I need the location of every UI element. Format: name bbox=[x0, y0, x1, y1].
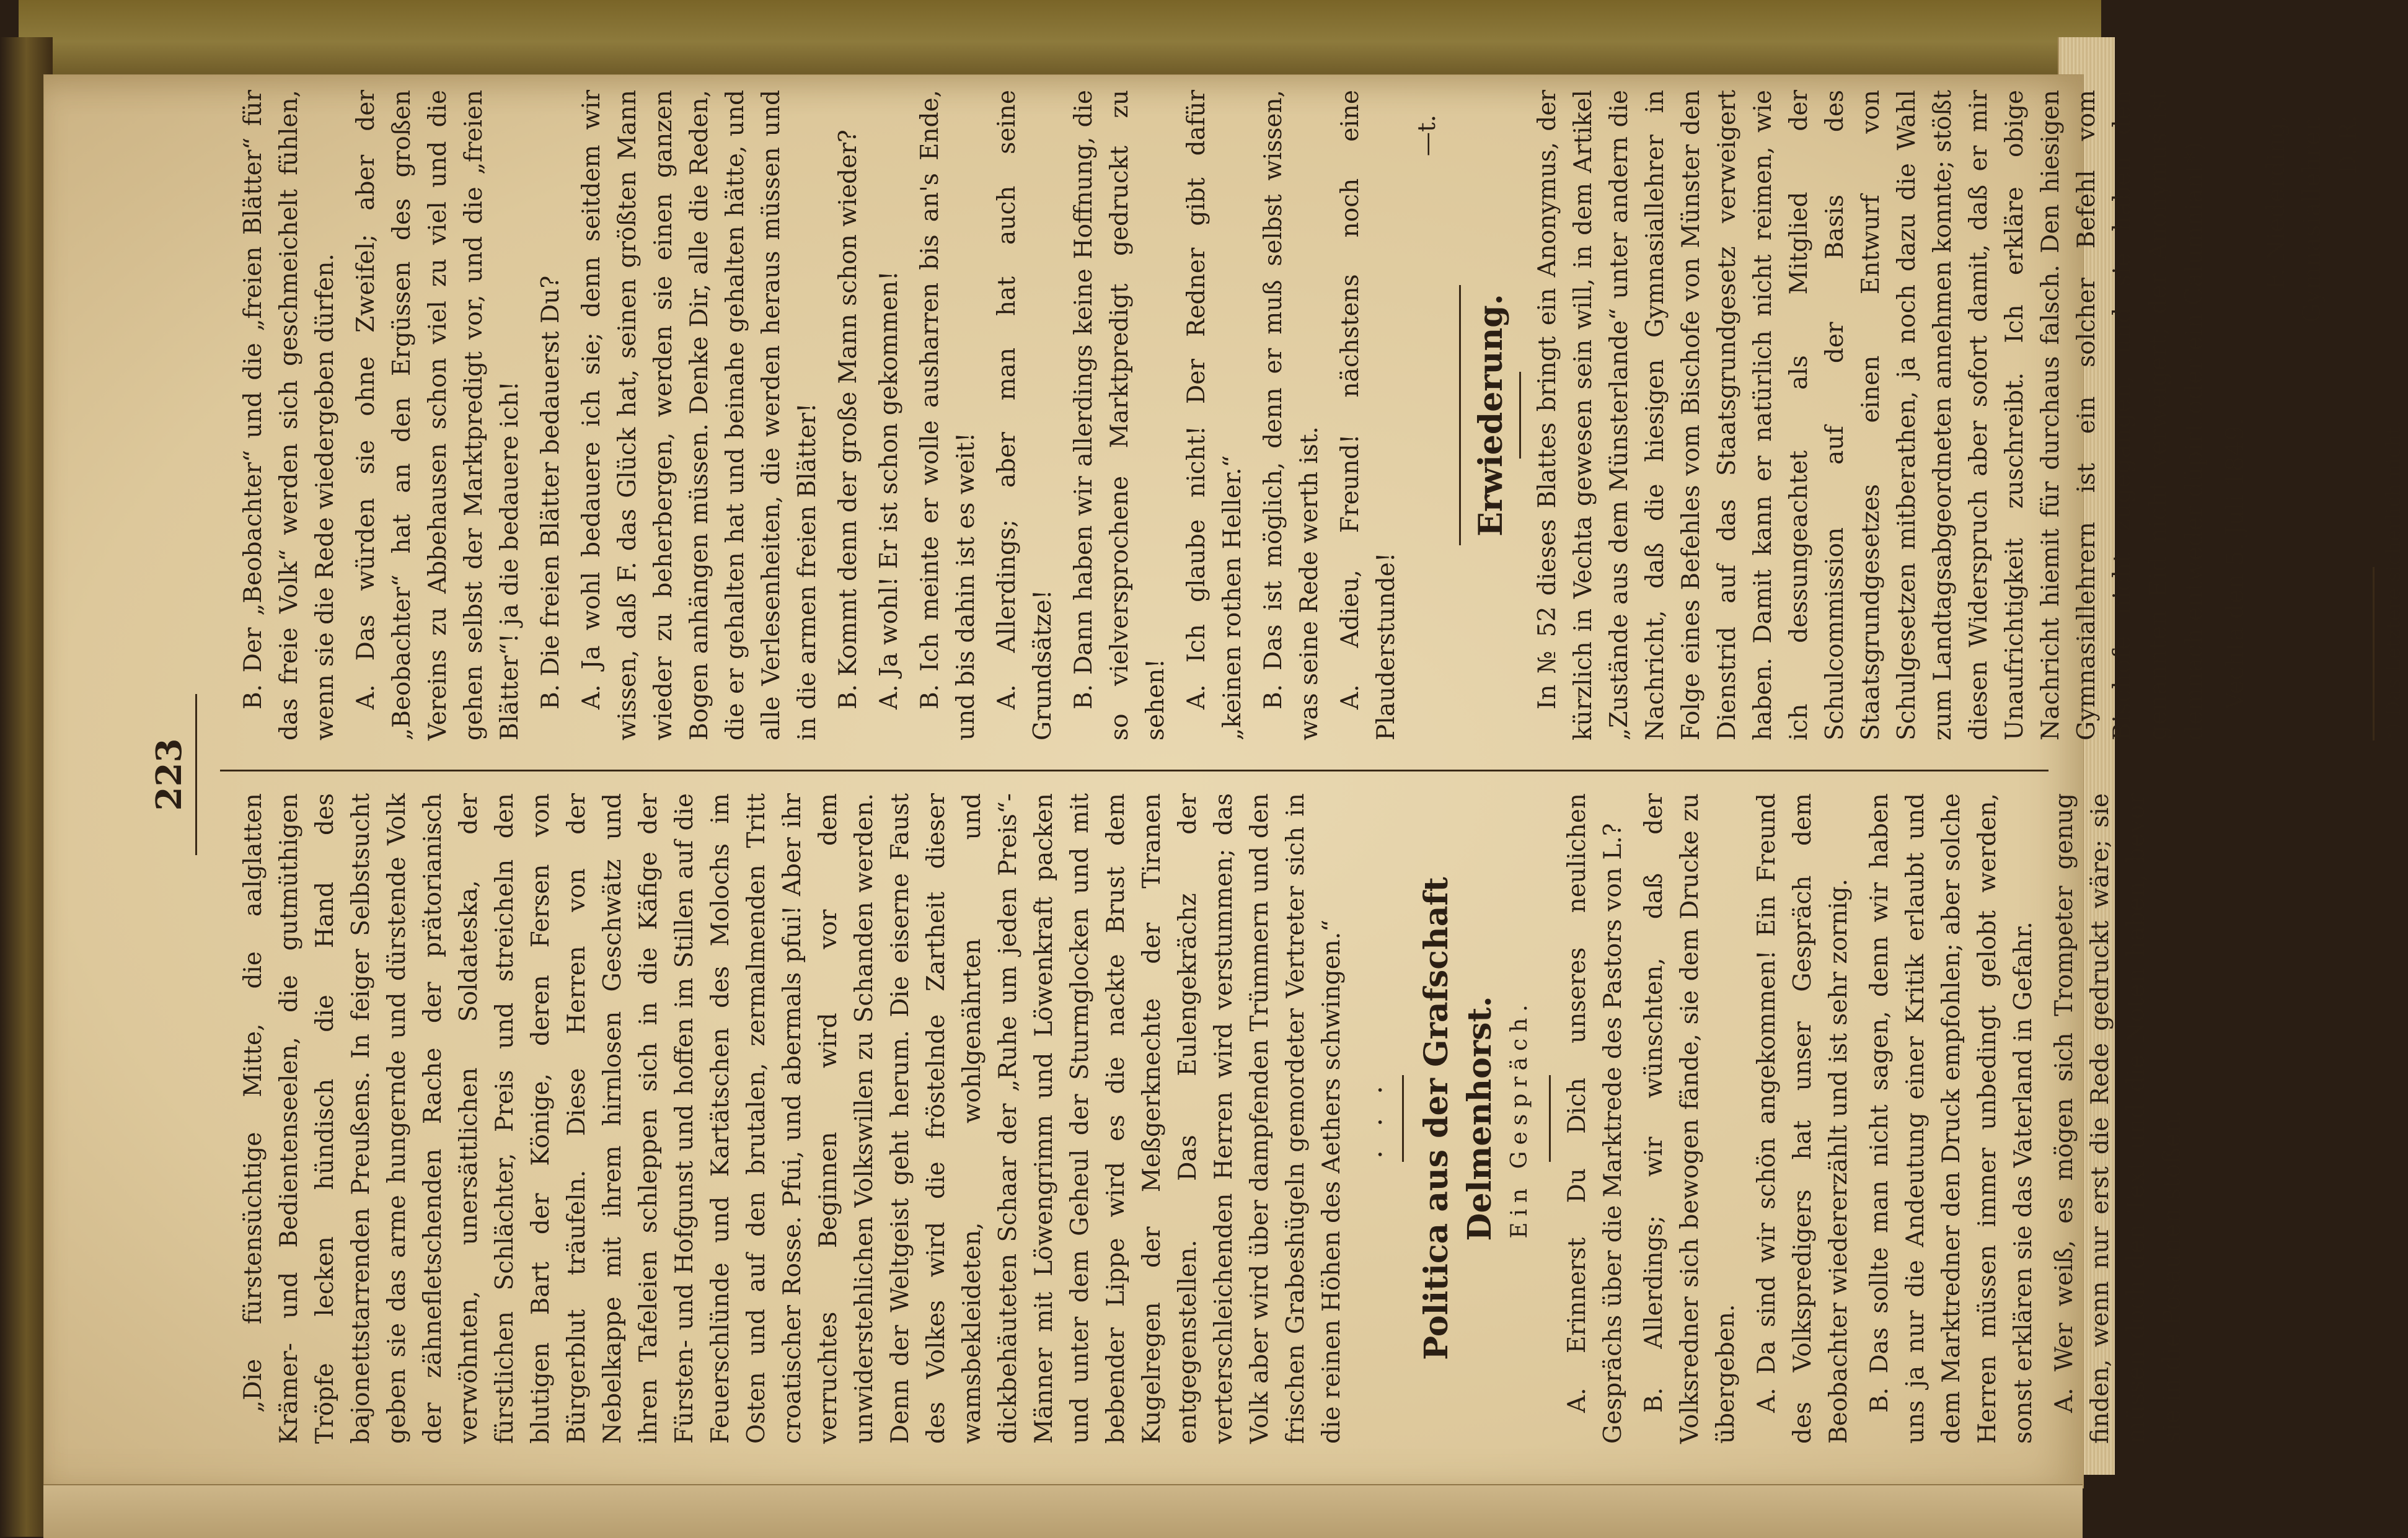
dialogue-line: B. Das sollte man nicht sagen, denn wir haben uns ja nur die Andeutung einer Kritik erlaubt und dem Marktredner den Druck empfohlen; aber solche Herren müssen immer unbedingt gelobt werden, sonst erklären sie das Vaterland in Gefahr. bbox=[1866, 793, 2037, 1444]
dialogue-line: B. Der „Beobachter“ und die „freien Blätter“ für das freie Volk“ werden sich geschmeichelt fühlen, wenn sie die Rede wiedergeben dürfen. bbox=[239, 90, 339, 740]
right-column bbox=[236, 90, 2408, 740]
column-divider bbox=[220, 770, 2049, 771]
dialogue-line: B. Allerdings; wir wünschten, daß der Volksredner sich bewogen fände, sie dem Drucke zu übergeben. bbox=[1640, 793, 1740, 1444]
dialogue-line: A. Ja wohl! Er ist schon gekommen! bbox=[875, 271, 903, 710]
dialogue-line: A. Adieu, Freund! nächstens noch eine Plauderstunde! bbox=[1336, 90, 1400, 740]
article-title: Politica aus der Grafschaft Delmenhorst. bbox=[1418, 877, 1499, 1360]
section-rule bbox=[1402, 1075, 1404, 1162]
rotated-page-content bbox=[62, 81, 2405, 1481]
dialogue-line: A. Das würden sie ohne Zweifel; aber der „Beobachter“ hat an den Ergüssen des großen Vereins zu Abbehausen schon viel zu viel und die gehen selbst der Marktpredigt vor, und die „freien Blätter“! ja die bedauere ich! bbox=[352, 90, 524, 740]
author-signature: —t. bbox=[1413, 115, 1441, 157]
dialogue-line: B. Die freien Blätter bedauerst Du? bbox=[537, 275, 565, 710]
dialogue-line: A. Allerdings; aber man hat auch seine Grundsätze! bbox=[993, 90, 1057, 740]
left-column bbox=[236, 793, 2195, 1444]
dialogue-line: B. Kommt denn der große Mann schon wieder? bbox=[834, 130, 862, 710]
signatory-name: F. Niederding, bbox=[2262, 115, 2290, 290]
dialogue-line: A. Wer weiß, es mögen sich Trompeter genug finden, wenn nur erst die Rede gedruckt wäre; sie müssen doch den Text und die Noten haben, bevor sie in die Posaunen stoßen. bbox=[2050, 793, 2186, 1444]
dialogue-line: B. Dann haben wir allerdings keine Hoffnung, die so vielversprochene Marktpredigt gedruckt zu sehen! bbox=[1070, 90, 1170, 740]
reply-text: In № 52 dieses Blattes bringt ein Anonymus, der kürzlich in Vechta gewesen sein will, in dem Artikel „Zustände aus dem Münsterlande“ unter andern die Nachricht, daß die hiesigen Gymnasiallehrer in Folge eines Befehles vom Bischofe von Münster den Dienstrid auf das Staatsgrundgesetz verweigert haben. Damit kann er natürlich nicht reimen, wie ich dessungeachtet als Mitglied der Schulcommission auf der Basis des Staatsgrundgesetzes einen Entwurf von Schulgesetzen mitberathen, ja noch dazu die Wahl zum Landtagsabgeordneten annehmen konnte; stößt diesen Widerspruch aber sofort damit, daß er mir Unaufrichtigkeit zuschreibt. Ich erkläre obige Nachricht hiemit für durchaus falsch. Den hiesigen Gymnasiallehrern ist ein solcher Befehl vom Bischofe nicht zugegangen, und sie haben den genannten Eid nicht verweigert; der Anonymus ist demnach entweder düpirt oder ein Calumniant*). bbox=[1533, 90, 2208, 740]
dialogue-line: A. Da sind wir schön angekommen! Ein Freund des Volkspredigers hat unser Gespräch dem Beobachter wiedererzählt und ist sehr zornig. bbox=[1753, 793, 1853, 1444]
quote-paragraph: „Die fürstensüchtige Mitte, die aalglatten Krämer- und Bedientenseelen, die gutmüthigen Tröpfe lecken hündisch die Hand des bajonettstarrenden Preußens. In feiger Selbstsucht geben sie das arme hungernde und dürstende Volk der zähnefletschenden Rache der prätorianisch verwöhnten, unersättlichen Soldateska, der fürstlichen Schlächter, Preis und streicheln den blutigen Bart der Könige, deren Fersen von Bürgerblut träufeln. Diese Herren von der Nebelkappe mit ihrem hirnlosen Geschwätz und ihren Tafeleien schleppen sich in die Käfige der Fürsten- und Hofgunst und hoffen im Stillen auf die Feuerschlünde und Kartätschen des Molochs im Osten und auf den brutalen, zermalmenden Tritt croatischer Rosse. Pfui, und abermals pfui! Aber ihr verruchtes Beginnen wird vor dem unwiderstehlichen Volkswillen zu Schanden werden. Denn der Weltgeist geht herum. Die eiserne Faust des Volkes wird die fröstelnde Zartheit dieser wamsbekleideten, wohlgenährten und dickbehäuteten Schaar der „Ruhe um jeden Preis“-Männer mit Löwengrimm und Löwenkraft packen und unter dem Geheul der Sturmglocken und mit bebender Lippe wird es die nackte Brust dem Kugelregen der Meßgerknechte der Tiranen entgegenstellen. Das Eulengekrächz der verterschleichenden Herren wird verstummen; das Volk aber wird über dampfenden Trümmern und den frischen Grabeshügeln gemordeter Vertreter sich in die reinen Höhen des Aethers schwingen.“ bbox=[239, 793, 1346, 1444]
footnote: *) Das Letztere sicherlich nicht. bbox=[2381, 420, 2405, 740]
dialogue-line: B. Ich meinte er wolle ausharren bis an's Ende, und bis dahin ist es weit! bbox=[916, 90, 980, 740]
facing-page-edge bbox=[43, 1484, 2083, 1538]
editor-initials: D. R. bbox=[2334, 115, 2362, 175]
date-line: Vechta den 5. Juli 1849. bbox=[2221, 418, 2249, 710]
dialogue-line: B. Das ist möglich, denn er muß selbst wissen, was seine Rede werth ist. bbox=[1259, 90, 1323, 740]
reply-title: Erwiederung. bbox=[1472, 294, 1510, 537]
title-rule bbox=[1519, 372, 1521, 459]
header-rule bbox=[195, 694, 197, 855]
ellipsis: . . . bbox=[1357, 1078, 1388, 1159]
signatory-title: Gymnasiallehrer. bbox=[2298, 115, 2326, 323]
footnote-rule bbox=[2373, 567, 2375, 740]
dialogue-line: A. Erinnerst Du Dich unseres neulichen Gesprächs über die Marktrede des Pastors von L.? bbox=[1563, 793, 1627, 1444]
dialogue-line: A. Ja wohl bedauere ich sie; denn seitdem wir wissen, daß F. das Glück hat, seinen größten Mann wieder zu beherbergen, werden sie einen ganzen Bogen anhängen müssen. Denke Dir, alle die Reden, die er gehalten hat und beinahe gehalten hätte, und alle Verlesenheiten, die werden heraus müssen und in die armen freien Blätter! bbox=[578, 90, 821, 740]
article-subtitle: Ein Gespräch. bbox=[1507, 998, 1532, 1239]
title-rule bbox=[1549, 1075, 1551, 1162]
dialogue-line: A. Ich glaube nicht! Der Redner gibt dafür „keinen rothen Heller.“ bbox=[1183, 90, 1246, 740]
section-rule bbox=[1459, 285, 1461, 545]
page-number: 223 bbox=[149, 738, 190, 811]
